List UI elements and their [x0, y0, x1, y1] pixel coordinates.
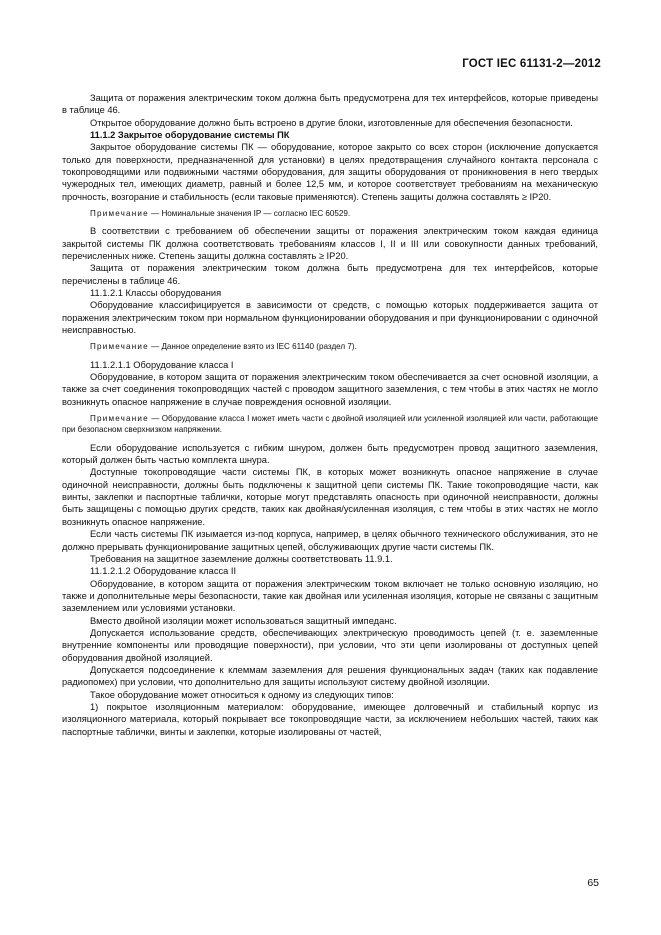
paragraph: Допускается использование средств, обеспечивающих электрическую проводимость цепей (т. е. заземленные внутренние компоненты или проводящие поверхности), при условии, что эти цепи изолированы от доступных цепей оборудования двойной изоляцией.: [62, 627, 598, 663]
paragraph: Защита от поражения электрическим током должна быть предусмотрена для тех интерфейсов, которые перечислены в таблице 46.: [62, 263, 598, 286]
section-heading: 11.1.2 Закрытое оборудование системы ПК: [90, 130, 290, 141]
document-code-header: ГОСТ IEC 61131-2—2012: [462, 58, 601, 70]
page-number: 65: [587, 877, 599, 889]
paragraph: Требования на защитное заземление должны соответствовать 11.9.1.: [90, 553, 393, 564]
note-label: Примечание: [90, 209, 149, 219]
subsection-heading: 11.1.2.1.2 Оборудование класса II: [90, 566, 237, 577]
paragraph: Вместо двойной изоляции может использоваться защитный импеданс.: [90, 615, 397, 626]
note-label: Примечание: [90, 414, 149, 424]
paragraph: Если оборудование используется с гибким шнуром, должен быть предусмотрен провод защитного заземления, который должен быть частью комплекта шнура.: [62, 442, 598, 466]
paragraph: Такое оборудование может относиться к одному из следующих типов:: [90, 689, 394, 700]
paragraph: В соответствии с требованием об обеспечении защиты от поражения электрическим током каждая единица закрытой системы ПК должна соответствовать требованиям классов I, II и III или совокупности данных требований, перечисленных ниже. Степень защиты должна составлять ≥ IP20.: [62, 226, 598, 262]
note-label: Примечание: [90, 342, 149, 352]
paragraph: Если часть системы ПК изымается из-под корпуса, например, в целях обычного технического обслуживания, это не должно прерывать функционирование защитных цепей, обслуживающих другие части системы ПК.: [62, 529, 598, 552]
note-text: Данное определение взято из IEC 61140 (раздел 7).: [161, 342, 357, 352]
paragraph: Оборудование, в котором защита от поражения электрическим током включает не только основную изоляцию, но также и дополнительные меры безопасности, такие как двойная или усиленная изоляция, которые не связаны с защитным заземлением или условиями установки.: [62, 578, 598, 614]
note-text: Номинальные значения IP — согласно IEC 60529.: [161, 209, 351, 219]
paragraph: Доступные токопроводящие части системы ПК, в которых может возникнуть опасное напряжение в случае одиночной неисправности, должны быть подключены к защитной цепи системы ПК. Такие токопроводящие части, как винты, заклепки и паспортные таблички, которые могут представлять опасность при одиночной неисправности, должны быть защищены с помощью других средств, таких как двойная/усиленная изоляция, с тем чтобы в этих частях не могло возникнуть опасное напряжение.: [62, 467, 598, 527]
paragraph: Оборудование, в котором защита от поражения электрическим током обеспечивается за счет основной изоляции, а также за счет соединения токопроводящих частей с проводом защитного заземления, с тем чтобы в этих частях не могло возникнуть опасное напряжение в случае повреждения основной изоляции.: [62, 372, 598, 407]
note: Примечание — Номинальные значения IP — согласно IEC 60529.: [90, 209, 351, 219]
subsection-heading: 11.1.2.1 Классы оборудования: [90, 288, 222, 299]
subsection-heading: 11.1.2.1.1 Оборудование класса I: [90, 359, 234, 370]
note: Примечание — Оборудование класса I может иметь части с двойной изоляцией или усиленной изоляцией или части, работающие при безопасном сверхнизком напряжении.: [62, 414, 598, 435]
paragraph: Защита от поражения электрическим током должна быть предусмотрена для тех интерфейсов, которые приведены в таблице 46.: [62, 93, 598, 116]
paragraph: 1) покрытое изоляционным материалом: оборудование, имеющее долговечный и стабильный корпус из изоляционного материала, который покрывает все токопроводящие части, за исключением небольших частей, таких как паспортные таблички, винты и заклепки, которые изолированы от частей,: [62, 701, 598, 737]
paragraph: Открытое оборудование должно быть встроено в другие блоки, изготовленные для обеспечения безопасности.: [90, 117, 573, 128]
note-text: Оборудование класса I может иметь части с двойной изоляцией или усиленной изоляцией или части, работающие при безопасном сверхнизком напряжении.: [62, 414, 598, 435]
paragraph: Оборудование классифицируется в зависимости от средств, с помощью которых поддерживается защита от поражения электрическим током при нормальном функционировании оборудования и при функционировании с одиночной неисправностью.: [62, 300, 598, 336]
paragraph: Закрытое оборудование системы ПК — оборудование, которое закрыто со всех сторон (исключение допускается только для поверхности, предназначенной для установки) в целях предотвращения случайного контакта персонала с токопроводящими или подвижными частями оборудования, для защиты оборудования от проникновения в него твердых чужеродных тел, имеющих диаметр, равный и более 12,5 мм, и которое соответствует требованиям на механическую прочность, возгорание и стабильность (если таковые применяются). Степень защиты должна составлять ≥ IP20.: [62, 142, 598, 202]
paragraph: Допускается подсоединение к клеммам заземления для решения функциональных задач (таких как подавление радиопомех) при условии, что дополнительно для защиты используют систему двойной изоляции.: [62, 664, 598, 688]
document-body: [62, 92, 598, 738]
note: Примечание — Данное определение взято из IEC 61140 (раздел 7).: [90, 342, 357, 352]
